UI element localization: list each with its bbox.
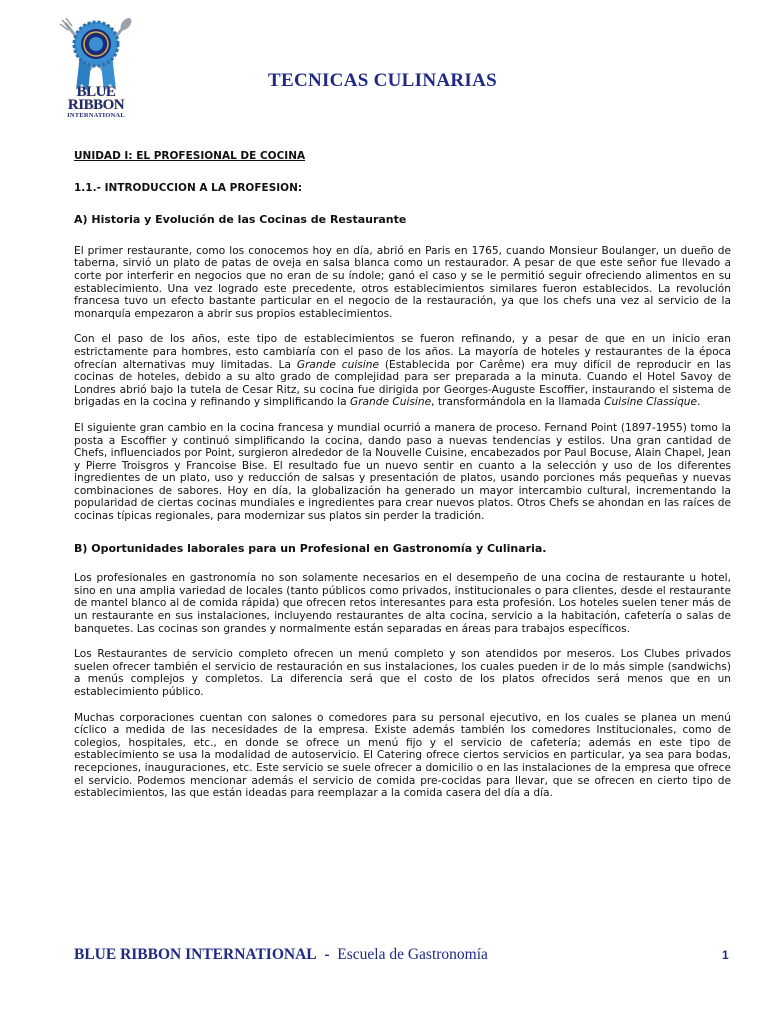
footer-school: Escuela de Gastronomía [337,946,488,963]
section-a-paragraph-2: Con el paso de los años, este tipo de establecimientos se fueron refinando, y a pesar de que en un inicio eran estrictamente para hombres, esto cambiaría con el paso de los años. La mayoría de hoteles y restaurantes de la época ofrecían alternativas muy limitadas. La Grande cuisine (Establecida por Carême) era muy difícil de reproducir en las cocinas de hoteles, debido a su alto grado de complejidad para ser preparada a la minuta. Cuando el Hotel Savoy de Londres abrió bajo la tutela de Cesar Ritz, su cocina fue dirigida por Georges-Auguste Escoffier, instaurando el sistema de brigadas en la cocina y refinando y simplificando la Grande Cuisine, transformándola en la llamada Cuisine Classique. [74,333,732,409]
document-body [74,150,731,813]
section-a-paragraph-1: El primer restaurante, como los conocemos hoy en día, abrió en Paris en 1765, cuando Monsieur Boulanger, un dueño de taberna, sirvió un plato de patas de oveja en salsa blanca como un restaurador. A pesar de que este señor fue llevado a corte por interferir en negocios que no eran de su índole; ganó el caso y se le permitió seguir ofreciendo alimentos en su establecimiento. Una vez logrado este precedente, otros establecimientos similares fueron establecidos. La revolución francesa tuvo un efecto bastante particular en el negocio de la restauración, ya que los chefs una vez al servicio de la monarquía empezaron a abrir sus propios establecimientos. [74,244,731,320]
footer-separator: - [324,946,330,963]
section-b-paragraph-1: Los profesionales en gastronomía no son solamente necesarios en el desempeño de una cocina de restaurante u hotel, sino en una amplia variedad de locales (tanto públicos como privados, institucionales o para clientes, desde el restaurante de mantel blanco al de comida rápida) que ofrecen retos interesantes para esta profesión. Los hoteles suelen tener más de un restaurante en sus instalaciones, incluyendo restaurantes de alta cocina, servicio a la habitación, cafetería o salas de banquetes. Las cocinas son grandes y normalmente están separadas en áreas para trabajos específicos. [74,572,731,635]
section-a-heading: A) Historia y Evolución de las Cocinas de Restaurante [74,213,407,227]
intro-heading: 1.1.- INTRODUCCION A LA PROFESION: [74,181,303,194]
footer-brand-name: BLUE RIBBON INTERNATIONAL [74,946,317,963]
unit-heading: UNIDAD I: EL PROFESIONAL DE COCINA [74,150,306,162]
logo-line-2: RIBBON [67,97,125,113]
page-number: 1 [722,948,729,962]
logo-wordmark [56,86,136,120]
section-b-heading: B) Oportunidades laborales para un Profesional en Gastronomía y Culinaria. [74,541,547,555]
section-b-paragraph-3: Muchas corporaciones cuentan con salones o comedores para su personal ejecutivo, en los cuales se planea un menú cíclico a medida de las necesidades de la empresa. Existe además también los comedores Institucionales, como de colegios, hospitales, etc., en donde se ofrece un menú fijo y el servicio de cafetería; además en este tipo de establecimiento se usa la modalidad de autoservicio. El Catering ofrece ciertos servicios en particular, ya sea para bodas, recepciones, inauguraciones, etc. Este servicio se suele ofrecer a domicilio o en las instalaciones de la empresa que ofrece el servicio. Podemos mencionar además el servicio de comida pre-cocidas para llevar, que se ofrecen en cierto tipo de establecimientos, las que están ideadas para reemplazar a la comida casera del día a día. [74,711,731,800]
logo-line-1: BLUE [76,84,116,100]
section-b-paragraph-2: Los Restaurantes de servicio completo ofrecen un menú completo y son atendidos por meseros. Los Clubes privados suelen ofrecer también el servicio de restauración en sus instalaciones, los cuales pueden ir de lo más simple (sandwichs) a menús complejos y completos. La diferencia será que el costo de los platos ofrecidos será menos que en un establecimiento público. [74,648,731,698]
section-a-paragraph-3: El siguiente gran cambio en la cocina francesa y mundial ocurrió a manera de proceso. Fernand Point (1897-1955) tomo la posta a Escoffier y continuó simplificando la cocina, dando paso a nuevas tendencias y estilos. Una gran cantidad de Chefs, influenciados por Point, surgieron alrededor de la Nouvelle Cuisine, encabezados por Paul Bocuse, Alain Chapel, Jean y Pierre Troisgros y Francoise Bise. El resultado fue un nuevo sentir en cuanto a la selección y uso de los diferentes ingredientes de un plato, uso y reducción de salsas y presentación de platos, usando porciones más pequeñas y nuevas combinaciones de sabores. Hoy en día, la globalización ha generado un mayor intercambio cultural, incrementando la popularidad de ciertas cocinas mundiales e ingredientes para crear nuevos platos. Otros Chefs se ahondan en las raíces de cocinas típicas regionales, para modernizar sus platos sin perder la tradición. [74,421,731,523]
logo-line-3: INTERNATIONAL [67,112,125,119]
footer-brand [74,946,488,964]
page-title: TECNICAS CULINARIAS [268,70,497,91]
